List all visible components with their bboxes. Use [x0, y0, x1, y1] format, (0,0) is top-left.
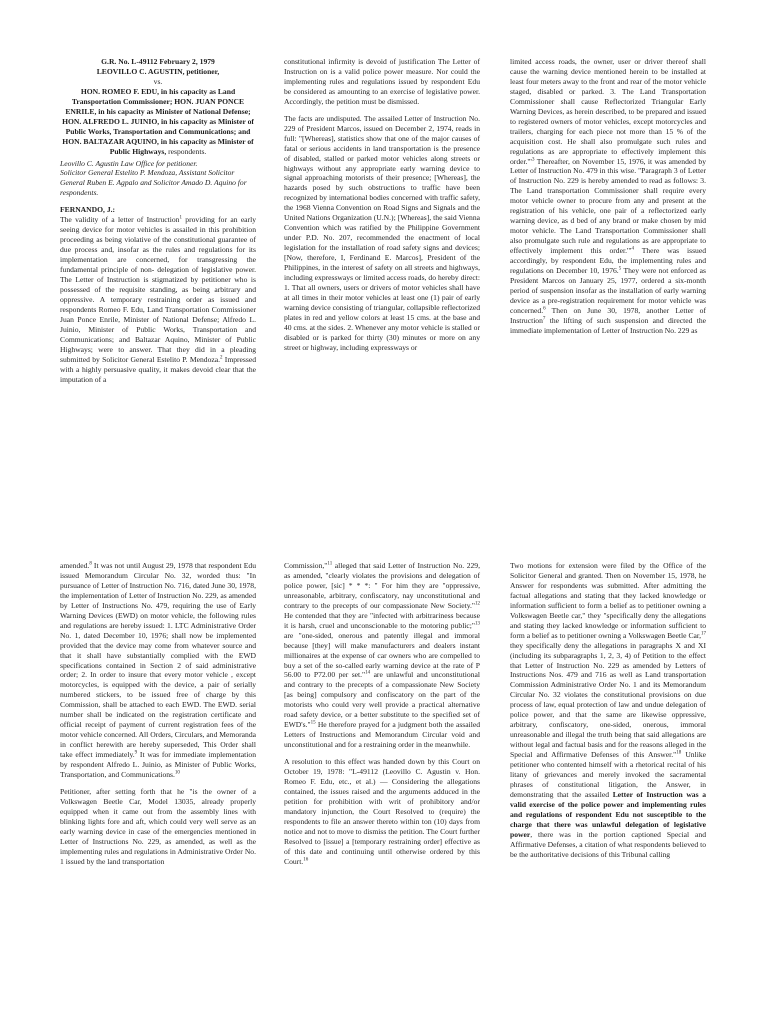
column-1-bottom — [60, 561, 256, 874]
footnote-ref[interactable]: 9 — [134, 750, 138, 756]
text-run: providing for an early seeing device for motor vehicles is assailed in this prohibition proceeding as being violative of the constitutional guarantee of due process and, insofar as the rules and regulations for its implementation are concerned, for transgressing the fundamental principle of non- delegation of legislative power. The Letter of Instruction is stigmatized by petitioner who is possessed of the requisite standing, as being arbitrary and oppressive. A temporary restraining order as issued and respondents Romeo F. Edu, Land Transportation Commissioner Juan Ponce Enrile, Minister of National Defense; Alfredo L. Juinio, Minister of Public Works, Transportation and Communications; and Baltazar Aquino, Minister of Public Highways; were to answer. That they did in a pleading submitted by Solicitor General Estelito P. Mendoza. — [60, 215, 256, 364]
column-1-top — [60, 57, 256, 392]
text-run: He therefore prayed for a judgment both the assailed Letters of Instructions and Memorandum Circular void and unconstitutional and for a restraining order in the meanwhile. — [284, 720, 480, 750]
case-number: G.R. No. L-49112 February 2, 1979 — [101, 57, 215, 66]
text-run: are unlawful and unconstitutional and contrary to the precepts of a compassionate New Society [as being] compulsory and confiscatory on the part of the motorists who could very well provide a practical alternative road safety device, or a better substitute to the specified set of EWD's." — [284, 670, 480, 730]
text-run: limited access roads, the owner, user or driver thereof shall cause the warning device mentioned herein to be installed at least four meters away to the front and rear of the motor vehicle staged, disabled or parked. 3. The Land Transportation Commissioner shall cause Reflectorized Triangular Early Warning Devices, as herein described, to be prepared and issued to registered owners of motor vehicles, except motorcycles and trailers, charging for each piece not more than 15 % of the acquisition cost. He shall also promulgate such rules and regulations as are appropriate to effectively implement this order.'" — [510, 57, 706, 166]
footnote-ref[interactable]: 3 — [531, 157, 535, 162]
column-3-top — [510, 57, 706, 343]
column-2-bottom — [284, 561, 480, 874]
ponente: FERNANDO, J.: — [60, 205, 116, 215]
text-run: He contended that they are "infected with arbitrariness because it is harsh, cruel and unconscionable to the motoring public;" — [284, 610, 480, 630]
text-run: It was not until August 29, 1978 that respondent Edu issued Memorandum Circular No. 32, worded thus: "In pursuance of Letter of Instruction No. 716, dated June 30, 1978, the implementation of Letter of Instruction No. 229, as amended by Letter of Instructions No. 479, requiring the use of Early Warning Devices (EWD) on motor vehicle, the following rules and regulations are hereby issued: 1. LTC Administrative Order No. 1, dated December 10, 1976; shall now be implemented provided that the device may come from whatever source and that it shall have substantially complied with the EWD specifications contained in Section 2 of said administrative order; 2. In order to insure that every motor vehicle , except motorcycles, is equipped with the device, a pair of serially numbered stickers, to be issued free of charge by this Commission, shall be attached to each EWD. The EWD. serial number shall be indicated on the registration certificate and official receipt of payment of current registration fees of the motor vehicle concerned. All Orders, Circulars, and Memoranda in conflict herewith are hereby superseded, This Order shall take effect immediately. — [60, 561, 256, 760]
footnote-ref[interactable]: 6 — [543, 306, 546, 312]
emphasized-text: Letter of Instruction was a valid exercise of the police power and implementing rules and regulations of respondent Edu not susceptible to the charge that there was unlawful delegation of legislative power — [510, 789, 706, 839]
text-run: the lifting of such suspension and directed the immediate implementation of Letter of Instruction No. 229 as — [510, 315, 706, 335]
counsel-respondents: Solicitor General Estelito P. Mendoza, Assistant Solicitor General Ruben E. Agpalo and Solicitor Amado D. Aquino for respondents. — [60, 168, 247, 198]
footnote-ref[interactable]: 10 — [174, 770, 180, 776]
footnote-ref[interactable]: 14 — [365, 670, 371, 676]
respondents-names: HON. ROMEO F. EDU, in his capacity as Land Transportation Commissioner; HON. JUAN PONCE ENRILE, in his capacity as Minister of National Defense; HON. ALFREDO L. JUINIO, in his capacity as Minister of Public Works, Transportation and Communications; and HON. BALTAZAR AQUINO, in his capacity as Minister of Public Highways, — [62, 86, 254, 156]
text-run: Thereafter, on November 15, 1976, it was amended by Letter of Instruction No. 479 in this wise. "Paragraph 3 of Letter of Instruction No. 229 is hereby amended to read as follows: 3. The Land transportation Commissioner shall require every motor vehicle owner to procure from any and present at the registration of his vehicle, one pair of a reflectorized early warning device, as d bed of any brand or make chosen by mid motor vehicle. The Land Transportation Commissioner shall also promulgate such rule and regulations as are appropriate to effectively implement this order.'" — [510, 156, 706, 256]
text-run: Two motions for extension were filed by the Office of the Solicitor General and granted. Then on November 15, 1978, he Answer for respondents was submitted. After admitting the factual allegations and stating that they lacked knowledge or information sufficient to form a belief as to petitioner owning a Volkswagen Beetle car," they "specifically deny the allegations and stating they lacked knowledge or information sufficient to form a belief as to petitioner owning a Volkswagen Beetle Car, — [510, 561, 706, 640]
footnote-ref[interactable]: 13 — [475, 621, 480, 627]
footnote-ref[interactable]: 8 — [89, 561, 92, 567]
text-run: Impressed with a highly persuasive quality, it makes devoid clear that the imputation of a — [60, 354, 256, 384]
petitioner-line: LEOVILLO C. AGUSTIN, petitioner, — [96, 66, 220, 76]
footnote-ref[interactable]: 16 — [303, 857, 309, 863]
text-run: Commission," — [284, 561, 328, 570]
footnote-ref[interactable]: 18 — [676, 750, 682, 756]
body-paragraph: Petitioner, after setting forth that he "is the owner of a Volkswagen Beetle Car, Model 13035, already properly equipped when it came out from the assembly lines with blinking lights fore and aft, which could very well serve as an early warning device in case of the emergencies mentioned in Letter of Instructions No. 229, as amended, as well as the implementing rules and regulations in Administrative Order No. 1 issued by the land transportation — [60, 786, 256, 866]
text-run: The validity of a letter of Instruction — [60, 215, 180, 225]
column-3-bottom — [510, 561, 706, 867]
footnote-ref[interactable]: 11 — [327, 561, 333, 567]
text-run: Then on June 30, 1978, another Letter of Instruction — [510, 305, 706, 325]
counsel-petitioner: Leovillo C. Agustin Law Office for petitioner. — [60, 158, 198, 168]
body-paragraph: constitutional infirmity is devoid of justification The Letter of Instruction on is a valid police power measure. Nor could the implementing rules and regulations issued by respondent Edu be considered as amounting to an exercise of legislative power. Accordingly, the petition must be dismissed. — [284, 57, 480, 106]
body-paragraph — [284, 757, 480, 866]
body-paragraph — [510, 57, 706, 336]
text-run: There was issued accordingly, by respondent Edu, the implementing rules and regulations on December 10, 1976. — [510, 246, 706, 276]
text-run: are "one-sided, onerous and patently illegal and immoral because [they] will make manufacturers and dealers instant millionaires at the expense of car owners who are compelled to buy a set of the so-called early warning device at the rate of P 56.00 to P72.00 per set." — [284, 630, 480, 680]
text-run: They were not enforced as President Marcos on January 25, 1977, ordered a six-month period of suspension insofar as the installation of early warning device as a pre-registration requirement for motor vehicle was concerned. — [510, 266, 706, 315]
text-run: they specifically deny the allegations in paragraphs X and XI (including its subparagraphs 1, 2, 3, 4) of Petition to the effect that Letter of Instruction No. 229 as amended by Letters of Instructions Nos. 479 and 716 as well as Land transportation Commission Administrative Order No. 1 and its Memorandum Circular No. 32 violates the constitutional provisions on due process of law, equal protection of law and undue delegation of police power, and that the same are likewise oppressive, arbitrary, confiscatory, one-sided, onerous, immoral unreasonable and illegal the truth being that said allegations are without legal and factual basis and for the reasons alleged in the Special and Affirmative Defenses of this Answer." — [510, 640, 706, 760]
body-paragraph — [284, 561, 480, 750]
column-2-top — [284, 57, 480, 360]
versus-line: vs. — [153, 76, 163, 86]
footnote-ref[interactable]: 1 — [179, 215, 182, 221]
respondents-line — [60, 87, 256, 157]
footnote-ref[interactable]: 7 — [542, 316, 546, 322]
body-paragraph — [60, 561, 256, 780]
text-run: amended. — [60, 561, 90, 570]
opinion-paragraph — [60, 205, 256, 384]
respondents-label: respondents. — [166, 146, 207, 156]
footnote-ref[interactable]: 17 — [701, 631, 706, 637]
counsel-block — [60, 159, 256, 199]
footnote-ref[interactable]: 5 — [618, 266, 622, 272]
footnote-ref[interactable]: 12 — [475, 601, 480, 607]
text-run: Unlike petitioner who contented himself with a rhetorical recital of his litany of grievances and merely invoked the sacramental phrases of constitutional litigation, the Answer, in demonstrating that the assailed — [510, 750, 706, 799]
text-run: It was for immediate implementation by respondent Alfredo L. Juinio, as Minister of Public Works, Transportation, and Communications. — [60, 750, 256, 780]
footnote-ref[interactable]: 4 — [631, 246, 634, 252]
footnote-ref[interactable]: 2 — [220, 355, 223, 361]
body-paragraph — [510, 561, 706, 860]
text-run: alleged that said Letter of Instruction No. 229, as amended, "clearly violates the provisions and delegation of police power, [sic] * * *: " For him they are "oppressive, unreasonable, arbitrary, confiscatory, nay unconstitutional and contrary to the precepts of our compassionate New Society." — [284, 561, 480, 610]
case-caption — [60, 57, 256, 157]
body-paragraph: The facts are undisputed. The assailed Letter of Instruction No. 229 of President Marcos, issued on December 2, 1974, reads in full: "[Whereas], statistics show that one of the major causes of fatal or serious accidents in land transportation is the presence of disabled, stalled or parked motor vehicles along streets or highways without any appropriate early warning device to signal approaching motorists of their presence; [Whereas], the hazards posed by such obstructions to traffic have been recognized by international bodies concerned with traffic safety, the 1968 Vienna Convention on Road Signs and Signals and the United Nations Organization (U.N.); [Whereas], the said Vienna Convention which was ratified by the Philippine Government under P.D. No. 207, recommended the enactment of local legislation for the installation of road safety signs and devices; [Now, therefore, I, Ferdinand E. Marcos], President of the Philippines, in the interest of safety on all streets and highways, including expressways or limited access roads, do hereby direct: 1. That all owners, users or drivers of motor vehicles shall have at all times in their motor vehicles at least one (1) pair of early warning device consisting of triangular, collapsible reflectorized plates in red and yellow colors at least 15 cms. at the base and 40 cms. at the sides. 2. Whenever any motor vehicle is stalled or disabled or is parked for thirty (30) minutes or more on any street or highway, including expressways or — [284, 113, 480, 352]
text-run: A resolution to this effect was handed down by this Court on October 19, 1978: "L-49112 (Leovillo C. Agustin v. Hon. Romeo F. Edu, etc., et al.) — Considering the allegations contained, the issues raised and the arguments adduced in the petition for prohibition with writ of prohibitory and/or mandatory injunction, the Court Resolved to (require) the respondents to file an answer thereto within ton (10) days from notice and not to move to dismiss the petition. The Court further Resolved to [issue] a [temporary restraining order] effective as of this date and continuing until otherwise ordered by this Court. — [284, 757, 480, 866]
text-run: , there was in the portion captioned Special and Affirmative Defenses, a citation of what respondents believed to be the authoritative decisions of this Tribunal calling — [510, 829, 706, 859]
footnote-ref[interactable]: 15 — [310, 720, 316, 726]
